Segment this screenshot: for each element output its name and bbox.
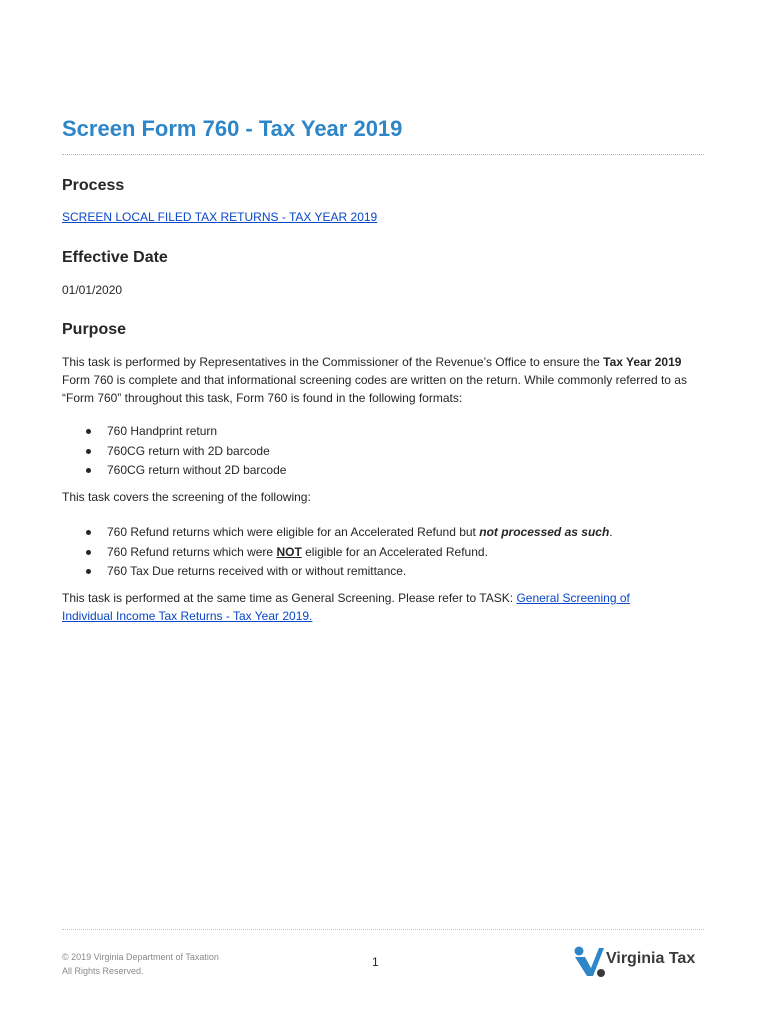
covers-list	[86, 523, 686, 582]
footer-copyright	[62, 950, 219, 978]
covers-item-1-suffix: .	[609, 525, 613, 539]
covers-item-2-emphasis: NOT	[276, 544, 302, 559]
page-number: 1	[372, 955, 379, 969]
list-item	[86, 562, 686, 582]
format-item-3: 760CG return without 2D barcode	[107, 463, 287, 477]
virginia-tax-logo-icon	[572, 944, 606, 978]
format-item-1: 760 Handprint return	[107, 424, 218, 438]
formats-list	[86, 422, 686, 481]
title-divider	[62, 154, 704, 155]
bullet-icon	[86, 569, 91, 574]
covers-item-2-suffix: eligible for an Accelerated Refund.	[301, 544, 488, 559]
covers-item-3: 760 Tax Due returns received with or without remittance.	[107, 564, 407, 578]
purpose-text-part1: This task is performed by Representatives in the Commissioner of the Revenue’s Office to ensure the	[62, 355, 604, 369]
format-item-2: 760CG return with 2D barcode	[107, 443, 270, 458]
list-item	[86, 442, 686, 462]
page-title: Screen Form 760 - Tax Year 2019	[62, 116, 403, 141]
effective-date-value: 01/01/2020	[62, 283, 123, 297]
virginia-tax-logo	[572, 944, 700, 978]
process-section	[62, 208, 707, 226]
covers-item-2-prefix: 760 Refund returns which were	[107, 544, 277, 559]
bullet-icon	[86, 468, 91, 473]
closing-text: This task is performed at the same time as General Screening. Please refer to TASK:	[62, 591, 517, 605]
purpose-heading: Purpose	[62, 321, 127, 338]
bullet-icon	[86, 530, 91, 535]
list-item	[86, 422, 686, 442]
closing-paragraph	[62, 589, 662, 625]
rights-text: All Rights Reserved.	[62, 966, 144, 976]
list-item	[86, 543, 686, 563]
general-screening-link[interactable]: General Screening of Individual Income Tax Returns - Tax Year 2019.	[62, 591, 630, 623]
logo-text: Virginia Tax	[606, 950, 696, 967]
covers-item-1-emphasis: not processed as such	[479, 525, 610, 539]
copyright-text: © 2019 Virginia Department of Taxation	[62, 952, 219, 962]
bullet-icon	[86, 550, 91, 555]
bullet-icon	[86, 449, 91, 454]
process-heading: Process	[62, 177, 125, 194]
purpose-text-part2: Form 760 is complete and that informational screening codes are written on the return. While commonly referred to as “Form 760” throughout this task, Form 760 is found in the following formats:	[62, 373, 687, 405]
bullet-icon	[86, 429, 91, 434]
purpose-tax-year-bold: Tax Year 2019	[603, 355, 682, 369]
effective-date-heading: Effective Date	[62, 249, 168, 266]
list-item	[86, 461, 686, 481]
process-link[interactable]: SCREEN LOCAL FILED TAX RETURNS - TAX YEAR 2019	[62, 210, 378, 224]
footer-divider	[62, 929, 704, 930]
covers-item-1-prefix: 760 Refund returns which were eligible for an Accelerated Refund but	[107, 525, 480, 539]
purpose-paragraph	[62, 353, 707, 407]
covers-intro: This task covers the screening of the following:	[62, 490, 311, 504]
list-item	[86, 523, 686, 543]
